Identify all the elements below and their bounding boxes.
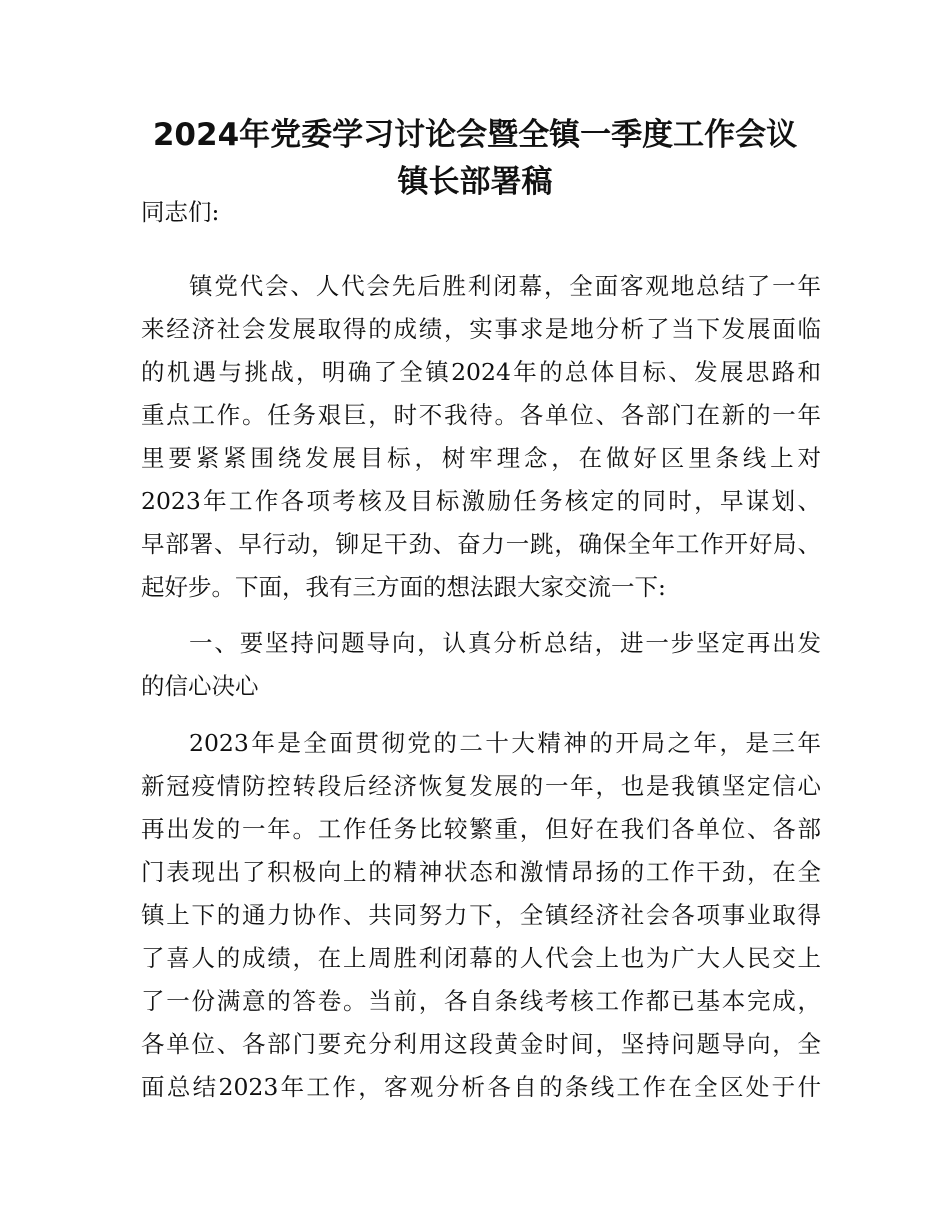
- document-title-line-1: 2024年党委学习讨论会暨全镇一季度工作会议: [152, 117, 798, 153]
- paragraph-line: 重点工作。任务艰巨，时不我待。各单位、各部门在新的一年: [141, 401, 821, 429]
- paragraph-line: 2023年是全面贯彻党的二十大精神的开局之年，是三年: [189, 729, 821, 757]
- paragraph-line: 各单位、各部门要充分利用这段黄金时间，坚持问题导向，全: [141, 1030, 821, 1058]
- section-heading-line: 的信心决心: [141, 672, 259, 700]
- paragraph-line: 起好步。下面，我有三方面的想法跟大家交流一下:: [141, 573, 666, 601]
- salutation: 同志们:: [141, 198, 220, 226]
- paragraph-line: 的机遇与挑战，明确了全镇2024年的总体目标、发展思路和: [141, 358, 821, 386]
- paragraph-line: 了喜人的成绩，在上周胜利闭幕的人代会上也为广大人民交上: [141, 944, 821, 972]
- document-title-line-2: 镇长部署稿: [397, 164, 553, 200]
- paragraph-line: 里要紧紧围绕发展目标，树牢理念，在做好区里条线上对: [141, 444, 821, 472]
- paragraph-line: 2023年工作各项考核及目标激励任务核定的同时，早谋划、: [141, 487, 821, 515]
- paragraph-line: 面总结2023年工作，客观分析各自的条线工作在全区处于什: [141, 1073, 821, 1101]
- paragraph-line: 再出发的一年。工作任务比较繁重，但好在我们各单位、各部: [141, 815, 821, 843]
- section-heading-line: 一、要坚持问题导向，认真分析总结，进一步坚定再出发: [189, 629, 821, 657]
- paragraph-line: 早部署、早行动，铆足干劲、奋力一跳，确保全年工作开好局、: [141, 530, 821, 558]
- paragraph-line: 新冠疫情防控转段后经济恢复发展的一年，也是我镇坚定信心: [141, 772, 821, 800]
- paragraph-line: 了一份满意的答卷。当前，各自条线考核工作都已基本完成，: [141, 987, 821, 1015]
- paragraph-line: 镇上下的通力协作、共同努力下，全镇经济社会各项事业取得: [141, 901, 821, 929]
- paragraph-line: 镇党代会、人代会先后胜利闭幕，全面客观地总结了一年: [189, 272, 821, 300]
- paragraph-line: 来经济社会发展取得的成绩，实事求是地分析了当下发展面临: [141, 315, 821, 343]
- paragraph-line: 门表现出了积极向上的精神状态和激情昂扬的工作干劲，在全: [141, 858, 821, 886]
